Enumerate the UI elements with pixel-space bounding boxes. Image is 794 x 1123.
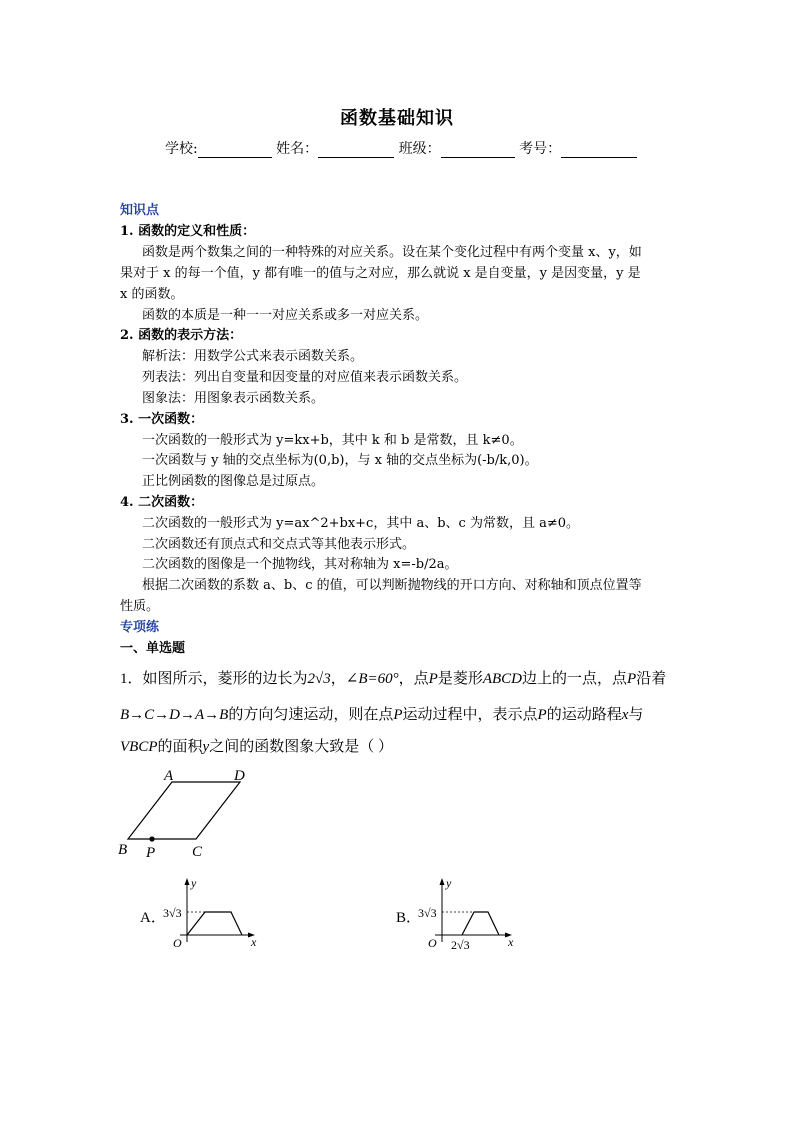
vertex-b-label: B	[118, 842, 128, 858]
knowledge-text: 根据二次函数的系数 a、b、c 的值，可以判断抛物线的开口方向、对称轴和顶点位置等	[142, 578, 642, 593]
trapezoid-graph	[187, 912, 242, 935]
section-knowledge: 知识点	[120, 203, 160, 218]
student-info-line	[165, 138, 637, 158]
school-blank[interactable]	[198, 143, 272, 158]
rhombus-name: ABCD	[482, 671, 522, 687]
variable-y: y	[202, 739, 210, 755]
knowledge-heading-2: 2. 函数的表示方法：	[120, 328, 243, 343]
section-practice: 专项练	[120, 620, 160, 635]
option-a-graph[interactable]	[165, 875, 265, 955]
question-text: 是菱形	[437, 671, 483, 687]
knowledge-text: 果对于 x 的每一个值，y 都有唯一的值与之对应，那么就说 x 是自变量，y 是因变量，y 是	[120, 266, 641, 281]
class-blank[interactable]	[441, 143, 515, 158]
exam-no-label: 考号：	[519, 141, 562, 157]
page-title: 函数基础知识	[340, 108, 454, 129]
question-text: 边上的一点，点	[522, 671, 628, 687]
vertex-c-label: C	[192, 844, 203, 860]
question-text: 1．如图所示，菱形的边长为	[120, 671, 308, 687]
option-b-label[interactable]: B．	[396, 910, 422, 926]
question-text: 之间的函数图象大致是（ ）	[209, 739, 393, 755]
y-axis-label: y	[191, 876, 197, 890]
question-text: 的方向匀速运动，则在点	[228, 707, 394, 723]
variable-x: x	[621, 707, 629, 723]
knowledge-heading-1: 1. 函数的定义和性质：	[120, 224, 256, 239]
name-blank[interactable]	[318, 143, 394, 158]
x-axis-label: x	[508, 935, 514, 949]
motion-path: B→C→D→A→B	[120, 707, 229, 723]
school-label: 学校:	[165, 141, 198, 157]
knowledge-heading-3: 3. 一次函数：	[120, 412, 204, 427]
option-a-label[interactable]: A．	[140, 910, 166, 926]
trapezoid-graph	[462, 912, 499, 935]
knowledge-text: 一次函数的一般形式为 y=kx+b，其中 k 和 b 是常数，且 k≠0。	[142, 433, 523, 448]
vertex-a-label: A	[164, 768, 174, 784]
class-label: 班级：	[398, 141, 441, 157]
y-axis-arrow	[185, 878, 190, 885]
knowledge-heading-4: 4. 二次函数：	[120, 495, 204, 510]
vertex-d-label: D	[234, 768, 245, 784]
knowledge-text: 二次函数的一般形式为 y=ax^2+bx+c，其中 a、b、c 为常数，且 a≠0。	[142, 516, 579, 531]
side-length: 2√3	[307, 671, 331, 687]
question-text: 的面积	[157, 739, 203, 755]
knowledge-text: 函数的本质是一种一一对应关系或多一对应关系。	[142, 308, 429, 323]
question-1-line-3	[120, 739, 393, 755]
point-p: P	[627, 671, 637, 687]
question-text: 的运动路程	[546, 707, 622, 723]
question-text: ，	[330, 671, 346, 687]
x-tick-label: 2√3	[451, 938, 470, 952]
knowledge-text: x 的函数。	[120, 287, 184, 302]
rhombus-shape	[128, 782, 240, 839]
origin-label: O	[428, 936, 437, 950]
knowledge-text: 函数是两个数集之间的一种特殊的对应关系。设在某个变化过程中有两个变量 x、y，如	[142, 245, 642, 260]
point-p: P	[537, 707, 547, 723]
point-p: P	[428, 671, 438, 687]
point-p: P	[393, 707, 403, 723]
question-text: 与	[628, 707, 644, 723]
knowledge-text: 正比例函数的图像总是过原点。	[142, 474, 325, 489]
question-1-line-2	[120, 707, 643, 723]
question-text: 沿着	[636, 671, 667, 687]
knowledge-text: 图象法：用图象表示函数关系。	[142, 391, 325, 406]
question-text: 运动过程中，表示点	[402, 707, 538, 723]
point-p-dot	[149, 836, 154, 841]
y-tick-label: 3√3	[163, 906, 182, 920]
triangle-bcp: VBCP	[120, 739, 158, 755]
knowledge-text: 性质。	[120, 599, 160, 614]
knowledge-text: 一次函数与 y 轴的交点坐标为(0,b)，与 x 轴的交点坐标为(-b/k,0)。	[142, 453, 538, 468]
question-1-line-1	[120, 671, 666, 687]
knowledge-text: 列表法：列出自变量和因变量的对应值来表示函数关系。	[142, 370, 468, 385]
question-text: ，点	[398, 671, 429, 687]
knowledge-text: 二次函数的图像是一个抛物线，其对称轴为 x=-b/2a。	[142, 557, 458, 572]
y-axis-arrow	[440, 878, 445, 885]
x-axis-label: x	[251, 935, 257, 949]
section-single-choice: 一、单选题	[120, 641, 186, 656]
y-tick-label: 3√3	[418, 906, 437, 920]
origin-label: O	[173, 936, 182, 950]
knowledge-text: 解析法：用数学公式来表示函数关系。	[142, 349, 364, 364]
knowledge-text: 二次函数还有顶点式和交点式等其他表示形式。	[142, 537, 416, 552]
y-axis-label: y	[446, 876, 452, 890]
name-label: 姓名：	[276, 141, 319, 157]
option-b-graph[interactable]	[418, 875, 528, 955]
exam-no-blank[interactable]	[561, 143, 637, 158]
point-p-label: P	[146, 845, 156, 861]
rhombus-figure	[112, 760, 272, 864]
angle-b: ∠B=60°	[345, 671, 399, 687]
